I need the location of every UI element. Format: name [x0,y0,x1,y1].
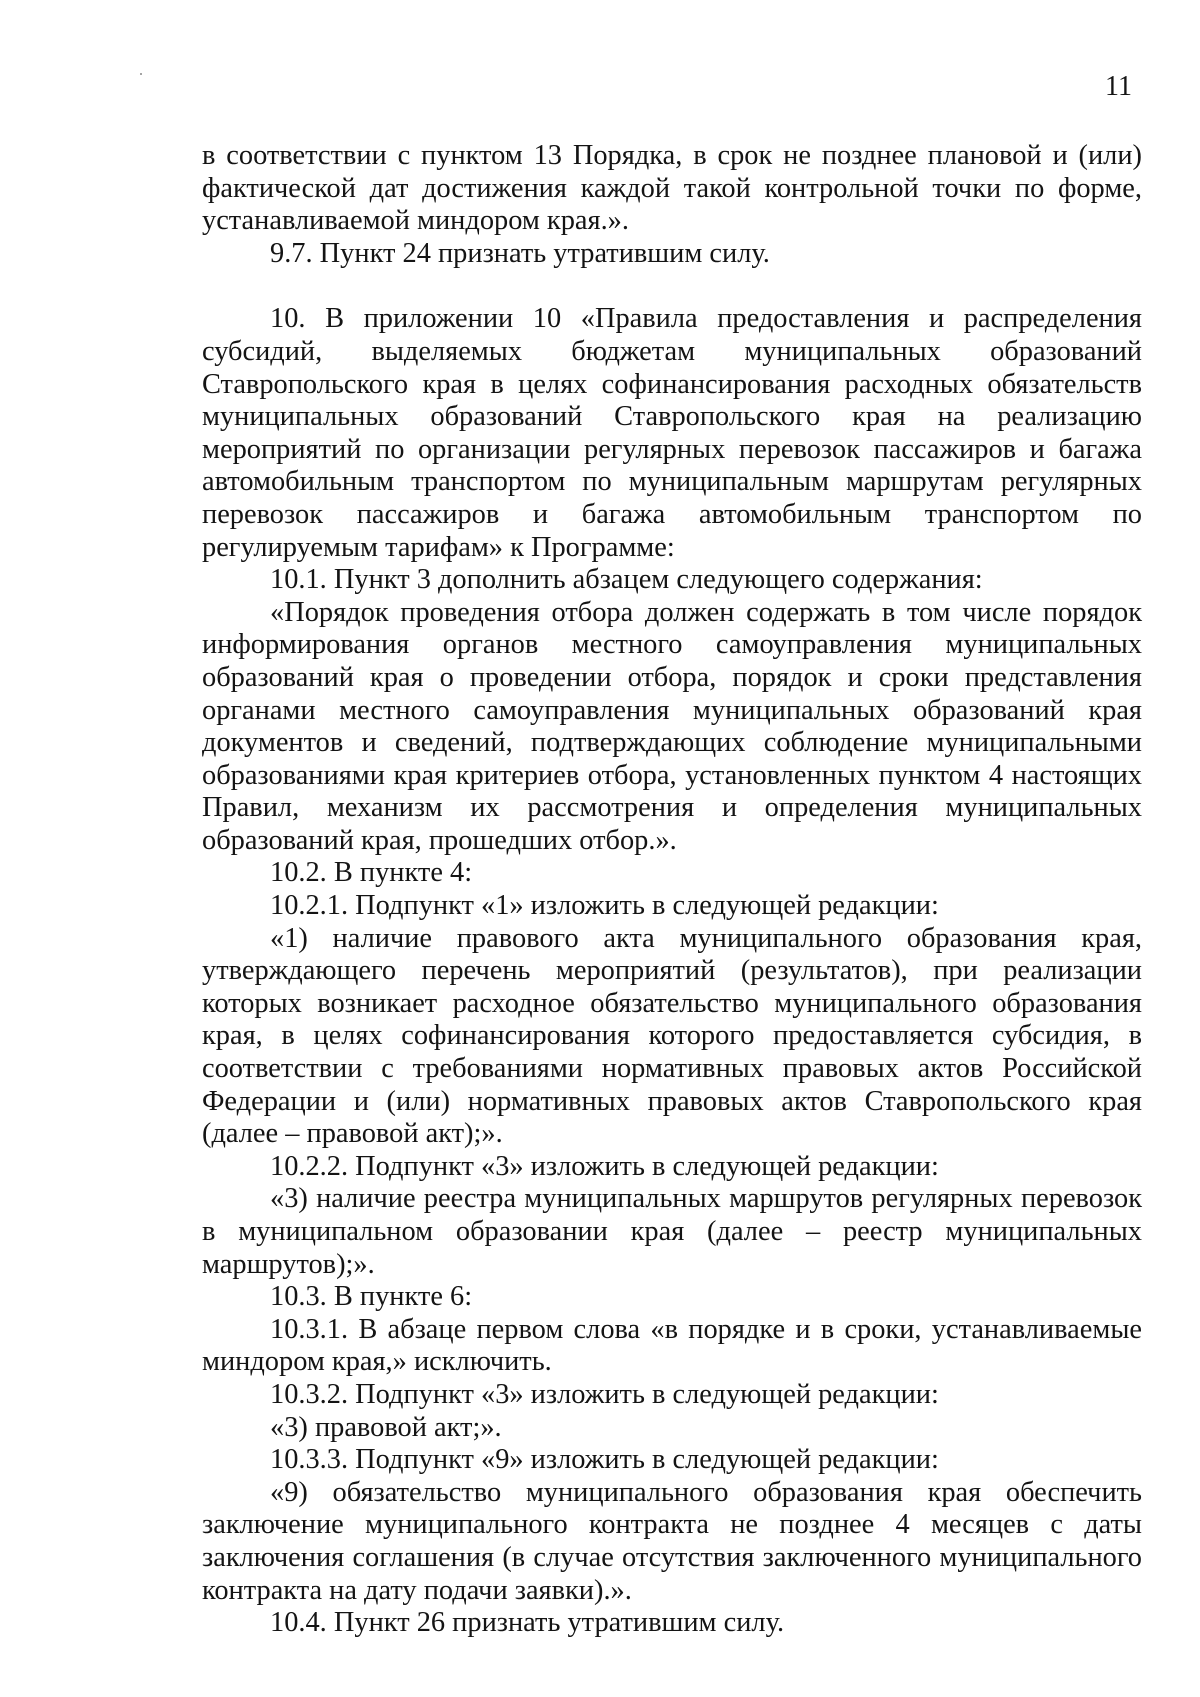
paragraph: 10.4. Пункт 26 признать утратившим силу. [270,1607,785,1639]
paragraph: «Порядок проведения отбора должен содержать в том числе порядок информирования органов местного самоуправления муниципальных образований края о проведении отбора, порядок и сроки представления органами местного самоуправления муниципальных образований края документов и сведений, подтверждающих соблюдение муниципальными образованиями края критериев отбора, установленных пунктом 4 настоящих Правил, механизм их рассмотрения и определения муниципальных образований края, прошедших отбор.». [202,596,1142,856]
paragraph: 10.2.2. Подпункт «3» изложить в следующей редакции: [270,1150,939,1182]
paragraph-gap [202,270,1142,303]
paragraph: 10. В приложении 10 «Правила предоставления и распределения субсидий, выделяемых бюджетам муниципальных образований Ставропольского края в целях софинансирования расходных обязательств муниципальных образований Ставропольского края на реализацию мероприятий по организации регулярных перевозок пассажиров и багажа автомобильным транспортом по муниципальным маршрутам регулярных перевозок пассажиров и багажа автомобильным транспортом по регулируемым тарифам» к Программе: [202,303,1142,563]
paragraph: 10.3.1. В абзаце первом слова «в порядке и в сроки, устанавливаемые миндором края,» исключить. [202,1313,1142,1378]
paragraph: 9.7. Пункт 24 признать утратившим силу. [270,237,770,269]
paragraph: 10.2. В пункте 4: [270,857,473,889]
paragraph: 10.2.1. Подпункт «1» изложить в следующей редакции: [270,890,939,922]
paragraph: «3) правовой акт;». [270,1411,502,1443]
paragraph: в соответствии с пунктом 13 Порядка, в срок не позднее плановой и (или) фактической дат достижения каждой такой контрольной точки по форме, устанавливаемой миндором края.». [202,140,1142,237]
paragraph: 10.3. В пункте 6: [270,1281,473,1313]
paragraph: «1) наличие правового акта муниципального образования края, утверждающего перечень мероприятий (результатов), при реализации которых возникает расходное обязательство муниципального образования края, в целях софинансирования которого предоставляется субсидия, в соответствии с требованиями нормативных правовых актов Российской Федерации и (или) нормативных правовых актов Ставропольского края (далее – правовой акт);». [202,922,1142,1150]
paragraph: «9) обязательство муниципального образования края обеспечить заключение муниципального контракта не позднее 4 месяцев с даты заключения соглашения (в случае отсутствия заключенного муниципального контракта на дату подачи заявки).». [202,1476,1142,1606]
paragraph: 10.1. Пункт 3 дополнить абзацем следующего содержания: [270,564,983,596]
paragraph: 10.3.3. Подпункт «9» изложить в следующей редакции: [270,1444,939,1476]
paragraph: «3) наличие реестра муниципальных маршрутов регулярных перевозок в муниципальном образовании края (далее – реестр муниципальных маршрутов);». [202,1183,1142,1280]
page-number: 11 [1105,71,1132,102]
paragraph: 10.3.2. Подпункт «3» изложить в следующей редакции: [270,1378,939,1410]
document-body [202,140,1142,1640]
scan-speck [140,73,142,75]
